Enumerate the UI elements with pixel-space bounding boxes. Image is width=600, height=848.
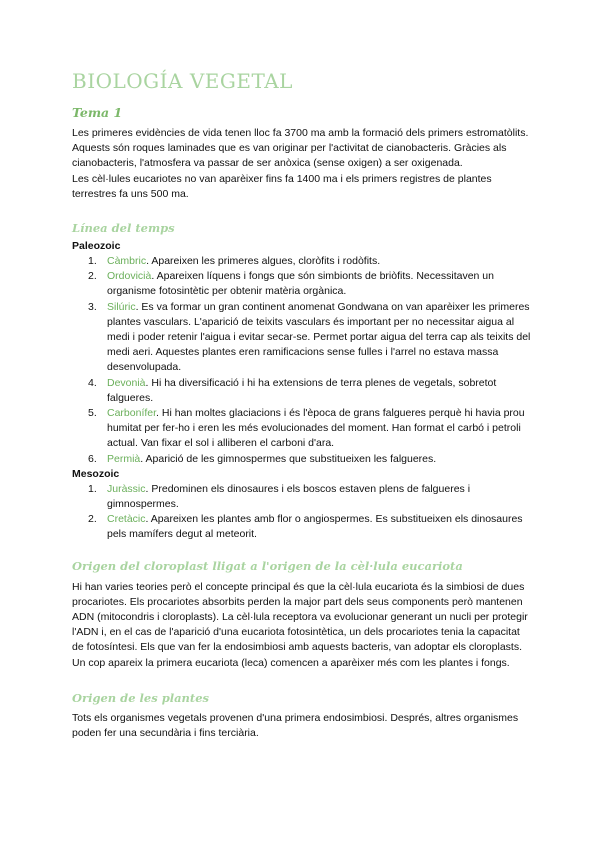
period-text: . Aparició de les gimnospermes que substitueixen les falgueres. xyxy=(140,452,437,465)
era-label-mesozoic: Mesozoic xyxy=(72,467,120,480)
plantes-heading: Origen de les plantes xyxy=(72,690,210,705)
period-name: Juràssic xyxy=(107,482,146,495)
plantes-section xyxy=(72,690,532,741)
period-text: . Predominen els dinosaures i els boscos estaven plens de falgueres i gimnospermes. xyxy=(107,482,471,511)
list-item xyxy=(72,512,532,542)
period-name: Permià xyxy=(107,452,141,465)
period-text: . Es va formar un gran continent anomenat Gondwana on van aparèixer les primeres plantes vasculars. L'aparició de teixits vasculars és important per no necessitar aigua al medi i poder retenir l'aigua i evitar secar-se. Permet portar aigua del terra cap als teixits del medi aeri. Aquestes plantes eren ramificacions sense fulles i l'arrel no estava massa desenvolupada. xyxy=(107,300,531,374)
period-name: Carbonífer xyxy=(107,407,157,420)
intro-paragraph: Les cèl·lules eucariotes no van aparèixer fins fa 1400 ma i els primers registres de plantes terrestres fa uns 500 ma. xyxy=(72,172,492,200)
period-name: Ordovicià xyxy=(107,270,152,283)
timeline-section xyxy=(72,220,532,543)
cloroplast-paragraph: Un cop apareix la primera eucariota (leca) comencen a aparèixer més com les plantes i fongs. xyxy=(72,656,510,669)
cloroplast-paragraph: Hi han varies teories però el concepte principal és que la cèl·lula eucariota és la simbiosi de dues procariotes. Els procariotes absorbits perden la major part dels seus components però mantenen ADN (mitocondris i cloroplasts). La cèl·lula receptora va evolucionar generant un nucli per protegir l'ADN i, en el cas de l'aparició d'una eucariota fotosintètica, un dels procariotes tenia la capacitat de fotosíntesi. Els que van fer la endosimbiosi amb aquests bacteris, van adoptar els cloroplasts. xyxy=(72,580,528,654)
intro-section xyxy=(72,126,532,202)
list-number: 1. xyxy=(88,255,97,268)
period-text: . Hi han moltes glaciacions i és l'època de grans falgueres perquè hi havia prou humitat per fer-ho i eren les més evolucionades del moment. Han format el carbó i petroli actual. Van fixar el sol i alliberen el carboni d'ara. xyxy=(107,407,525,450)
period-text: . Apareixen líquens i fongs que són simbionts de briòfits. Necessitaven un organisme fotosintètic per obtenir matèria orgànica. xyxy=(107,270,494,298)
document-title: BIOLOGÍA VEGETAL xyxy=(72,69,293,93)
list-number: 2. xyxy=(88,513,97,526)
paleozoic-list xyxy=(72,254,532,467)
period-name: Cretàcic xyxy=(107,513,146,526)
list-number: 4. xyxy=(88,376,97,389)
cloroplast-section xyxy=(72,558,532,671)
period-text: . Hi ha diversificació i hi ha extensions de terra plenes de vegetals, sobretot falgueres. xyxy=(107,376,497,404)
period-name: Silúric xyxy=(107,300,136,313)
list-item xyxy=(72,482,532,512)
period-name: Devonià xyxy=(107,376,146,389)
document-page xyxy=(72,68,532,741)
list-item xyxy=(72,406,532,452)
cloroplast-heading: Origen del cloroplast lligat a l'origen de la cèl·lula eucariota xyxy=(72,558,463,573)
list-item xyxy=(72,300,532,376)
list-item xyxy=(72,254,532,269)
era-label-paleozoic: Paleozoic xyxy=(72,240,121,253)
mesozoic-list xyxy=(72,482,532,543)
intro-paragraph: Les primeres evidències de vida tenen lloc fa 3700 ma amb la formació dels primers estromatòlits. Aquests són roques laminades que es van originar per l'activitat de cianobacteris. Gràcies als cianobacteris, l'atmosfera va passar de ser anòxica (sense oxigen) a ser oxigenada. xyxy=(72,127,529,170)
timeline-heading: Línea del temps xyxy=(72,221,175,236)
list-number: 6. xyxy=(88,452,97,465)
list-item xyxy=(72,269,532,299)
period-text: . Apareixen les primeres algues, cloròfits i rodòfits. xyxy=(146,255,381,268)
list-number: 5. xyxy=(88,407,97,420)
list-number: 1. xyxy=(88,482,97,495)
plantes-paragraph: Tots els organismes vegetals provenen d'una primera endosimbiosi. Després, altres organismes poden fer una secundària i fins terciària. xyxy=(72,711,519,740)
period-text: . Apareixen les plantes amb flor o angiospermes. Es substitueixen els dinosaures pels mamífers degut al meteorit. xyxy=(107,513,523,541)
list-number: 2. xyxy=(88,270,97,283)
list-item xyxy=(72,452,532,467)
list-number: 3. xyxy=(88,300,97,313)
tema-heading: Tema 1 xyxy=(72,105,123,120)
period-name: Càmbric xyxy=(107,255,147,268)
list-item xyxy=(72,376,532,406)
